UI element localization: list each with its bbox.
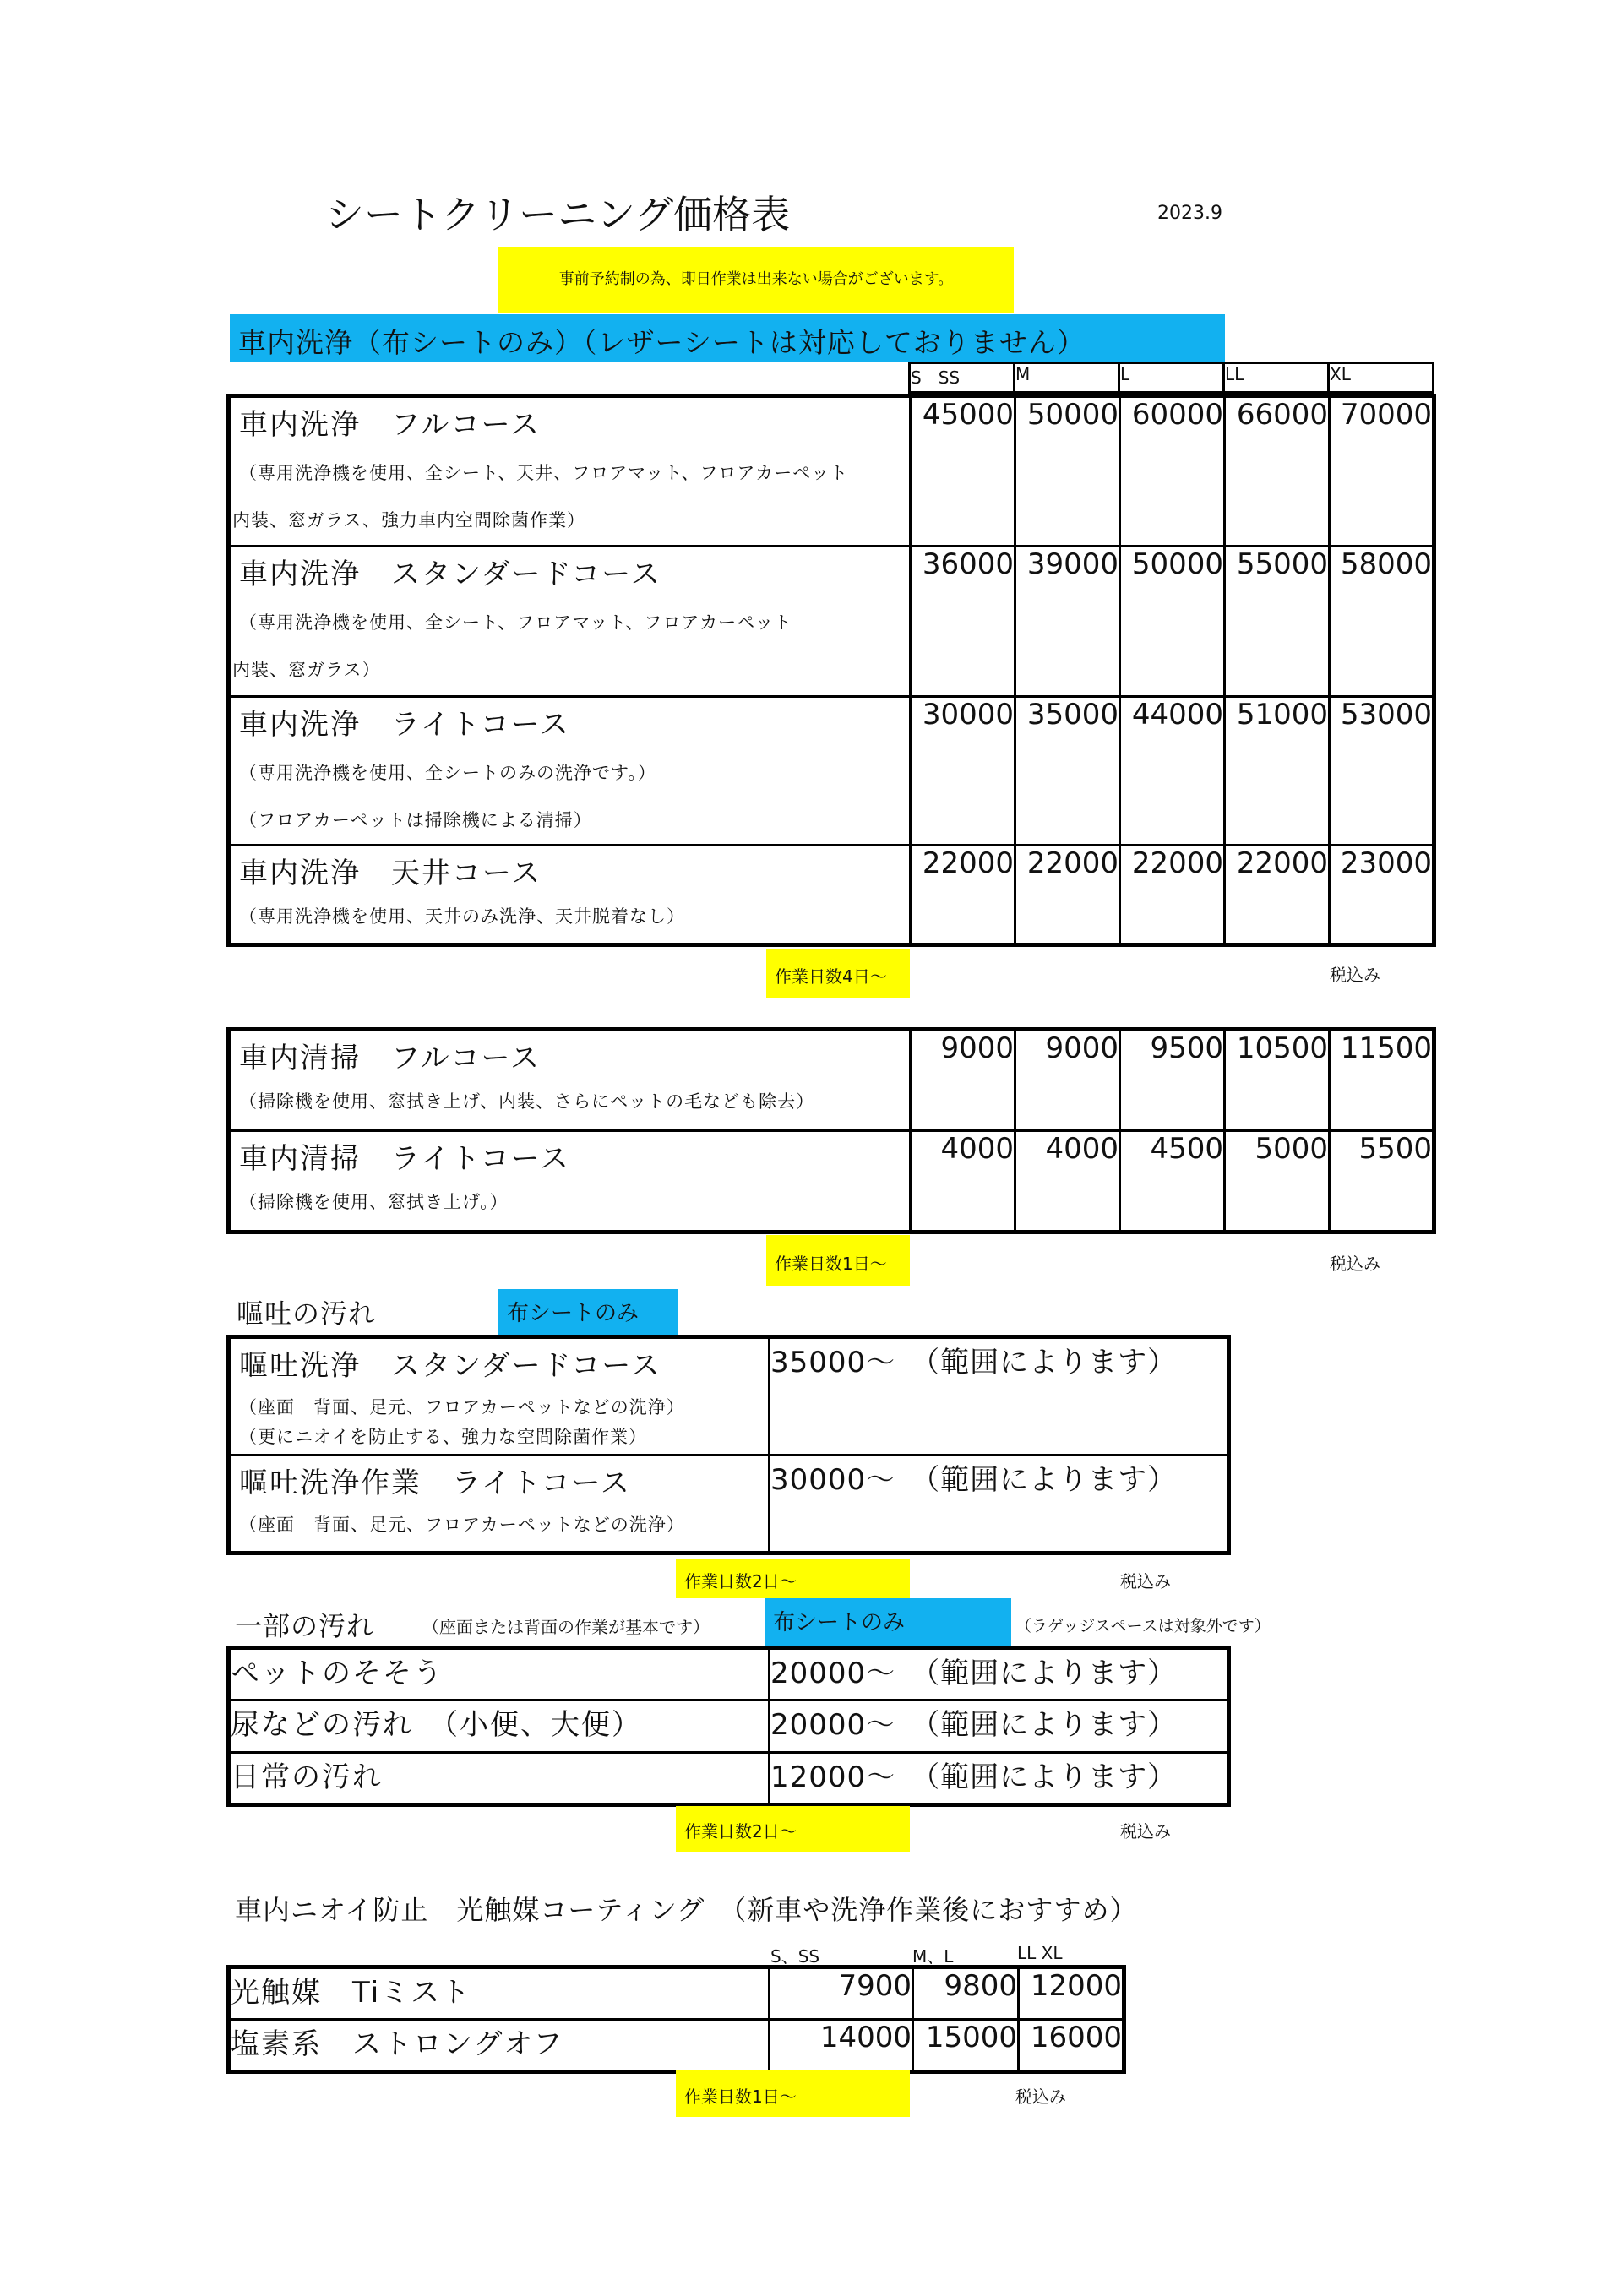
price-range-cell: 12000～ （範囲によります） <box>770 1753 1229 1805</box>
partial-note: （座面または背面の作業が基本です） <box>422 1617 710 1637</box>
price-cell: 11500 <box>1330 1030 1434 1131</box>
course-description <box>229 1337 770 1455</box>
table-row <box>229 1455 1229 1553</box>
course-detail: 内装、窓ガラス、強力車内空間除菌作業） <box>232 510 585 530</box>
reservation-note: 事前予約制の為、即日作業は出来ない場合がございます。 <box>498 247 1014 313</box>
course-detail: 内装、窓ガラス） <box>232 660 381 680</box>
course-description <box>229 1030 911 1131</box>
date-label: 2023.9 <box>1157 203 1222 224</box>
price-cell: 7900 <box>770 1967 913 2020</box>
course-description <box>229 1131 911 1232</box>
partial-section-title: 一部の汚れ <box>235 1610 375 1642</box>
price-cell: 22000 <box>1015 846 1120 945</box>
price-cell: 44000 <box>1120 697 1225 846</box>
course-detail: （専用洗浄機を使用、全シート、フロアマット、フロアカーペット <box>239 612 793 633</box>
coating-name: 光触媒 Tiミスト <box>229 1967 770 2020</box>
wash-course-table <box>226 394 1436 947</box>
course-name: 車内洗浄 天井コース <box>239 857 542 890</box>
stain-type: ペットのそそう <box>229 1648 770 1700</box>
vomit-table <box>226 1335 1231 1555</box>
price-cell: 39000 <box>1015 547 1120 697</box>
course-detail: （座面 背面、足元、フロアカーペットなどの洗浄） <box>239 1515 685 1535</box>
course-description <box>229 846 911 945</box>
price-cell: 23000 <box>1330 846 1434 945</box>
size-header-xl: XL <box>1329 363 1434 393</box>
coating-size-header: LL XL <box>1017 1943 1063 1963</box>
price-cell: 4500 <box>1120 1131 1225 1232</box>
table-row <box>229 547 1434 697</box>
course-description <box>229 1455 770 1553</box>
course-name: 車内清掃 フルコース <box>239 1042 541 1075</box>
course-name: 嘔吐洗浄作業 ライトコース <box>239 1466 631 1500</box>
course-description <box>229 396 911 547</box>
coating-table <box>226 1965 1126 2074</box>
price-cell: 35000 <box>1015 697 1120 846</box>
price-range-cell: 35000～ （範囲によります） <box>770 1337 1229 1455</box>
price-cell: 15000 <box>913 2020 1019 2072</box>
page-title: シートクリーニング価格表 <box>325 192 791 237</box>
coating-name: 塩素系 ストロングオフ <box>229 2020 770 2072</box>
price-cell: 45000 <box>911 396 1015 547</box>
table-row <box>229 1337 1229 1455</box>
table-row <box>229 2020 1124 2072</box>
course-detail: （専用洗浄機を使用、全シートのみの洗浄です。） <box>239 763 656 783</box>
clean-course-table <box>226 1027 1436 1234</box>
course-name: 車内清掃 ライトコース <box>239 1142 570 1176</box>
course-description <box>229 697 911 846</box>
luggage-note: （ラゲッジスペースは対象外です） <box>1015 1617 1271 1635</box>
tax-included-label: 税込み <box>1120 1571 1171 1591</box>
price-cell: 60000 <box>1120 396 1225 547</box>
size-header-s-ss: S SS <box>910 363 1015 393</box>
price-cell: 9500 <box>1120 1030 1225 1131</box>
price-cell: 5000 <box>1225 1131 1330 1232</box>
price-range-cell: 20000～ （範囲によります） <box>770 1648 1229 1700</box>
table-row <box>229 396 1434 547</box>
table-row <box>229 1753 1229 1805</box>
table-row <box>229 1131 1434 1232</box>
size-header-table <box>908 362 1434 394</box>
price-cell: 22000 <box>911 846 1015 945</box>
price-cell: 22000 <box>1120 846 1225 945</box>
price-cell: 53000 <box>1330 697 1434 846</box>
work-days-badge: 作業日数1日～ <box>676 2070 910 2117</box>
partial-table <box>226 1646 1231 1807</box>
price-cell: 58000 <box>1330 547 1434 697</box>
price-range-cell: 30000～ （範囲によります） <box>770 1455 1229 1553</box>
section-banner: 車内洗浄（布シートのみ）（レザーシートは対応しておりません） <box>230 314 1225 362</box>
price-cell: 50000 <box>1120 547 1225 697</box>
price-cell: 9000 <box>1015 1030 1120 1131</box>
price-cell: 9800 <box>913 1967 1019 2020</box>
price-cell: 66000 <box>1225 396 1330 547</box>
table-row <box>229 1030 1434 1131</box>
price-cell: 14000 <box>770 2020 913 2072</box>
course-detail: （更にニオイを防止する、強力な空間除菌作業） <box>239 1427 647 1447</box>
price-cell: 55000 <box>1225 547 1330 697</box>
table-row <box>229 1700 1229 1753</box>
vomit-section-title: 嘔吐の汚れ <box>237 1298 377 1330</box>
coating-size-header: S、SS <box>770 1946 820 1967</box>
size-header-m: M <box>1015 363 1119 393</box>
price-cell: 70000 <box>1330 396 1434 547</box>
price-cell: 16000 <box>1019 2020 1124 2072</box>
table-row <box>229 697 1434 846</box>
size-header-l: L <box>1119 363 1224 393</box>
price-cell: 30000 <box>911 697 1015 846</box>
work-days-badge: 作業日数2日～ <box>676 1559 910 1598</box>
course-name: 車内洗浄 ライトコース <box>239 708 570 742</box>
tax-included-label: 税込み <box>1330 1254 1380 1274</box>
price-cell: 22000 <box>1225 846 1330 945</box>
price-cell: 9000 <box>911 1030 1015 1131</box>
table-row <box>229 1967 1124 2020</box>
course-name: 嘔吐洗浄 スタンダードコース <box>239 1349 661 1383</box>
fabric-only-badge: 布シートのみ <box>498 1289 678 1335</box>
course-name: 車内洗浄 スタンダードコース <box>239 558 661 591</box>
table-row <box>229 1648 1229 1700</box>
table-row <box>229 846 1434 945</box>
price-cell: 36000 <box>911 547 1015 697</box>
price-cell: 51000 <box>1225 697 1330 846</box>
coating-size-header: M、L <box>912 1946 954 1967</box>
price-cell: 50000 <box>1015 396 1120 547</box>
price-cell: 12000 <box>1019 1967 1124 2020</box>
course-name: 車内洗浄 フルコース <box>239 408 541 442</box>
price-cell: 10500 <box>1225 1030 1330 1131</box>
work-days-badge: 作業日数1日～ <box>766 1235 910 1286</box>
course-detail: （専用洗浄機を使用、全シート、天井、フロアマット、フロアカーペット <box>239 463 849 483</box>
fabric-only-badge: 布シートのみ <box>765 1598 1011 1646</box>
course-detail: （掃除機を使用、窓拭き上げ。） <box>239 1192 509 1212</box>
course-description <box>229 547 911 697</box>
course-detail: （座面 背面、足元、フロアカーペットなどの洗浄） <box>239 1397 685 1417</box>
course-detail: （掃除機を使用、窓拭き上げ、内装、さらにペットの毛なども除去） <box>239 1091 815 1112</box>
price-cell: 5500 <box>1330 1131 1434 1232</box>
course-detail: （専用洗浄機を使用、天井のみ洗浄、天井脱着なし） <box>239 906 685 927</box>
coating-section-title: 車内ニオイ防止 光触媒コーティング （新車や洗浄作業後におすすめ） <box>235 1894 1138 1926</box>
price-range-cell: 20000～ （範囲によります） <box>770 1700 1229 1753</box>
stain-type: 日常の汚れ <box>229 1753 770 1805</box>
course-detail: （フロアカーペットは掃除機による清掃） <box>239 810 592 830</box>
price-cell: 4000 <box>1015 1131 1120 1232</box>
price-cell: 4000 <box>911 1131 1015 1232</box>
tax-included-label: 税込み <box>1120 1821 1171 1842</box>
stain-type: 尿などの汚れ （小便、大便） <box>229 1700 770 1753</box>
work-days-badge: 作業日数4日～ <box>766 949 910 998</box>
tax-included-label: 税込み <box>1330 965 1380 985</box>
tax-included-label: 税込み <box>1015 2087 1066 2107</box>
size-header-ll: LL <box>1224 363 1329 393</box>
work-days-badge: 作業日数2日～ <box>676 1806 910 1852</box>
